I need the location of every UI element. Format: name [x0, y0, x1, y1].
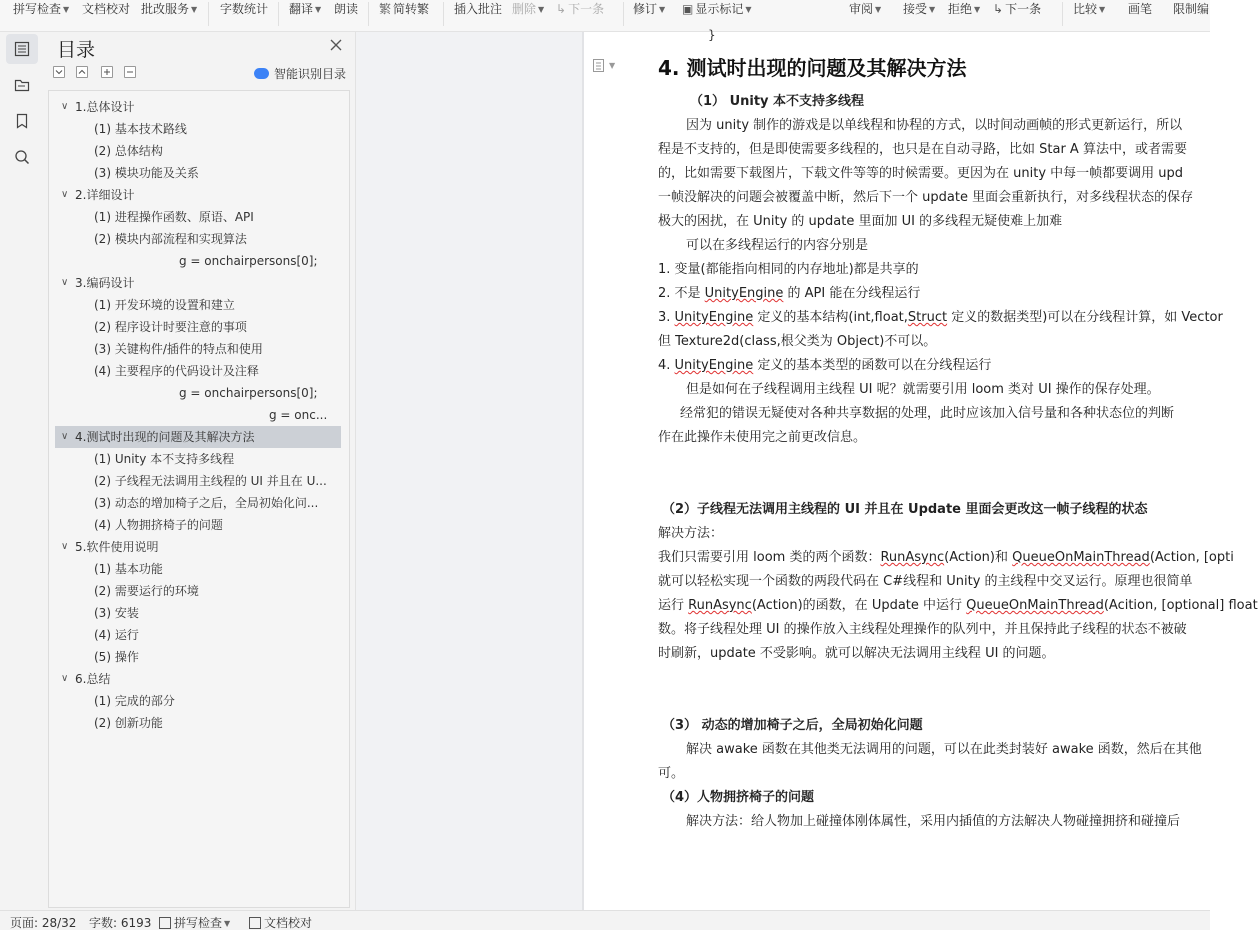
insert-comment-button[interactable] [454, 0, 502, 18]
toc-list-icon [13, 40, 31, 58]
word-count-indicator[interactable]: 字数: 6193 [89, 916, 152, 930]
review-button[interactable]: 审阅 ▼ [849, 2, 882, 16]
read-aloud-button[interactable] [334, 0, 358, 18]
toc-item[interactable]: (3) 安装 [94, 606, 139, 620]
next-change-button[interactable] [993, 0, 1041, 18]
proof-status-label: 文档校对 [264, 916, 313, 930]
toc-item[interactable]: (2) 创新功能 [94, 716, 163, 730]
compare-button[interactable]: 比较 ▼ [1073, 2, 1106, 16]
search-icon [13, 148, 31, 166]
chevron-down-icon [55, 68, 63, 76]
trad-simp-icon: 繁 [379, 2, 392, 16]
chevron-down-icon[interactable]: ∨ [61, 101, 69, 112]
toc-list [48, 90, 350, 908]
toc-item[interactable]: (4) 运行 [94, 628, 139, 642]
smart-toc-label: 智能识别目录 [274, 67, 347, 81]
next-comment-button[interactable] [556, 0, 604, 18]
toc-item-selected[interactable] [55, 426, 341, 448]
toc-item[interactable]: g = onc... [269, 408, 328, 422]
toc-item[interactable] [55, 96, 341, 118]
toc-item[interactable]: (1) 开发环境的设置和建立 [94, 298, 235, 312]
bookmark-icon [13, 112, 31, 130]
add-heading-button[interactable] [101, 66, 113, 78]
toc-item-label: 1.总体设计 [75, 100, 135, 114]
paragraph-line: 运行 RunAsync(Action)的函数，在 Update 中运行 QueueOnMainThread(Acition, [optional] float [658, 598, 1258, 613]
list-item: 4. UnityEngine 定义的基本类型的函数可以在分线程运行 [658, 358, 992, 373]
subsection-title: （2）子线程无法调用主线程的 UI 并且在 Update 里面会更改这一帧子线程的状态 [662, 502, 1148, 517]
toc-item[interactable] [55, 272, 341, 294]
toc-rail-button[interactable] [6, 34, 38, 64]
toc-item[interactable] [55, 184, 341, 206]
search-rail-button[interactable] [6, 142, 38, 172]
toc-item[interactable]: (1) 完成的部分 [94, 694, 175, 708]
accept-button[interactable]: 接受 ▼ [903, 2, 936, 16]
next-change-icon: ↳ [993, 2, 1004, 16]
paragraph-line: 解决方法：给人物加上碰撞体刚体属性，采用内插值的方法解决人物碰撞拥挤和碰撞后 [686, 814, 1181, 829]
spell-check-label: 拼写检查 [13, 2, 62, 16]
reject-button[interactable]: 拒绝 ▼ [948, 2, 981, 16]
toc-item-label: 4.测试时出现的问题及其解决方法 [75, 430, 255, 444]
toc-item[interactable]: (1) 基本技术路线 [94, 122, 187, 136]
bookmark-rail-button[interactable] [6, 106, 38, 136]
reject-label: 拒绝 [948, 2, 973, 16]
toc-item-label: 5.软件使用说明 [75, 540, 159, 554]
paragraph-line: 解决 awake 函数在其他类无法调用的问题，可以在此类封装好 awake 函数，然后在其他 [686, 742, 1202, 757]
show-markup-icon: ▣ [682, 2, 694, 16]
toc-item[interactable]: (1) 基本功能 [94, 562, 163, 576]
expand-all-button[interactable] [53, 66, 65, 78]
brush-button[interactable] [1128, 0, 1152, 18]
toc-item[interactable]: (4) 主要程序的代码设计及注释 [94, 364, 259, 378]
translate-label: 翻译 [289, 2, 314, 16]
list-item: 1. 变量(都能指向相同的内存地址)都是共享的 [658, 262, 919, 277]
toc-item[interactable]: (5) 操作 [94, 650, 139, 664]
toc-item-label: 6.总结 [75, 672, 111, 686]
chapter-rail-button[interactable] [6, 70, 38, 100]
doc-proof-button[interactable] [82, 0, 130, 18]
toc-title: 目录 [57, 39, 96, 61]
revise-button[interactable]: 修订 ▼ [633, 2, 666, 16]
doc-proof-label: 文档校对 [82, 2, 131, 16]
list-item-continued: 但 Texture2d(class,根父类为 Object)不可以。 [658, 334, 937, 349]
toc-item[interactable] [55, 536, 341, 558]
list-item: 3. UnityEngine 定义的基本结构(int,float,Struct 定义的数据类型)可以在分线程计算，如 Vector [658, 310, 1223, 325]
toc-item[interactable]: (1) Unity 本不支持多线程 [94, 452, 235, 466]
trad-simp-label: 简转繁 [393, 2, 430, 16]
accept-label: 接受 [903, 2, 928, 16]
toc-item-label: 2.详细设计 [75, 188, 135, 202]
toc-item[interactable]: (2) 子线程无法调用主线程的 UI 并且在 U... [94, 474, 327, 488]
toc-item[interactable]: g = onchairpersons[0]; [179, 254, 318, 268]
toc-item[interactable]: (1) 进程操作函数、原语、API [94, 210, 254, 224]
show-markup-label: 显示标记 [695, 2, 744, 16]
word-count-button[interactable] [220, 0, 268, 18]
batch-service-button[interactable]: 批改服务 ▼ [141, 2, 198, 16]
paragraph-line: 就可以轻松实现一个函数的两段代码在 C#线程和 Unity 的主线程中交叉运行。原理也很简单 [658, 574, 1193, 589]
revise-label: 修订 [633, 2, 658, 16]
spell-status-label: 拼写检查 [174, 916, 223, 930]
chevron-down-icon[interactable]: ∨ [61, 541, 69, 552]
spell-check-button[interactable]: 拼写检查 ▼ [13, 2, 70, 16]
checkbox-icon [159, 917, 171, 929]
toc-panel [44, 32, 356, 910]
toc-item[interactable]: (2) 程序设计时要注意的事项 [94, 320, 247, 334]
brush-label: 画笔 [1128, 2, 1153, 16]
chapter-icon [13, 76, 31, 94]
paragraph-line: 可以在多线程运行的内容分别是 [686, 238, 869, 253]
subsection-title: （1） Unity 本不支持多线程 [690, 94, 865, 109]
trad-simp-button[interactable] [379, 0, 429, 18]
translate-button[interactable]: 翻译 ▼ [289, 2, 322, 16]
spell-check-status[interactable]: 拼写检查 ▼ [159, 914, 230, 931]
toc-item[interactable]: (3) 关键构件/插件的特点和使用 [94, 342, 263, 356]
chevron-down-icon[interactable]: ∨ [61, 673, 69, 684]
document-page[interactable] [584, 28, 1258, 910]
delete-comment-button[interactable]: 删除 ▼ [512, 2, 545, 16]
paragraph-line: 经常犯的错误无疑使对各种共享数据的处理，此时应该加入信号量和各种状态位的判断 [680, 406, 1175, 421]
read-aloud-label: 朗读 [334, 2, 359, 16]
paragraph-line: 我们只需要引用 loom 类的两个函数：RunAsync(Action)和 QueueOnMainThread(Action, [opti [658, 550, 1234, 565]
next-comment-icon: ↳ [556, 2, 567, 16]
paragraph-line: 极大的困扰，在 Unity 的 update 里面加 UI 的多线程无疑使难上加难 [658, 214, 1063, 229]
status-bar [0, 910, 1210, 930]
paragraph-line: 但是如何在子线程调用主线程 UI 呢？就需要引用 loom 类对 UI 操作的保存处理。 [686, 382, 1160, 397]
subsection-title: （4）人物拥挤椅子的问题 [662, 790, 815, 805]
close-icon[interactable] [328, 37, 344, 53]
paragraph-line: 时刷新，update 不受影响。就可以解决无法调用主线程 UI 的问题。 [658, 646, 1055, 661]
smart-ai-icon [254, 68, 269, 79]
review-toolbar [0, 0, 1210, 32]
paragraph-line: 数。将子线程处理 UI 的操作放入主线程处理操作的队列中，并且保持此子线程的状态不被破 [658, 622, 1187, 637]
toc-item[interactable]: (2) 总体结构 [94, 144, 163, 158]
toc-item-label: 3.编码设计 [75, 276, 135, 290]
word-count-label: 字数统计 [220, 2, 269, 16]
next-comment-label: 下一条 [568, 2, 605, 16]
toc-item[interactable]: (4) 人物拥挤椅子的问题 [94, 518, 223, 532]
insert-comment-label: 插入批注 [454, 2, 503, 16]
paragraph-line: 解决方法： [658, 526, 724, 541]
toc-item[interactable]: (3) 动态的增加椅子之后，全局初始化问... [94, 496, 319, 510]
paragraph-line: 一帧没解决的问题会被覆盖中断，然后下一个 update 里面会重新执行，对多线程状态的保存 [658, 190, 1194, 205]
page-gutter [356, 32, 584, 910]
plus-icon [103, 68, 111, 76]
chevron-up-icon [78, 68, 86, 76]
restrict-edit-button[interactable] [1173, 0, 1209, 18]
restrict-edit-label: 限制编 [1173, 2, 1210, 16]
chevron-down-icon[interactable]: ∨ [61, 431, 69, 442]
section-heading: 4. 测试时出现的问题及其解决方法 [658, 56, 967, 80]
minus-icon [126, 68, 134, 76]
subsection-title: （3） 动态的增加椅子之后，全局初始化问题 [662, 718, 923, 733]
navigation-rail [0, 32, 44, 910]
review-label: 审阅 [849, 2, 874, 16]
doc-proof-status[interactable] [249, 914, 312, 931]
delete-comment-label: 删除 [512, 2, 537, 16]
next-change-label: 下一条 [1005, 2, 1042, 16]
page-indicator[interactable]: 页面: 28/32 [10, 916, 77, 930]
toc-item[interactable] [55, 668, 341, 690]
remove-heading-button[interactable] [124, 66, 136, 78]
batch-service-label: 批改服务 [141, 2, 190, 16]
show-markup-button[interactable]: ▣ 显示标记 ▼ [682, 2, 752, 16]
compare-label: 比较 [1073, 2, 1098, 16]
paragraph-line: 作在此操作未使用完之前更改信息。 [658, 430, 867, 445]
list-item: 2. 不是 UnityEngine 的 API 能在分线程运行 [658, 286, 921, 301]
toc-item[interactable]: (3) 模块功能及关系 [94, 166, 199, 180]
toc-item[interactable]: (2) 需要运行的环境 [94, 584, 199, 598]
paragraph-line: 的，比如需要下载图片，下载文件等等的时候需要。更因为在 unity 中每一帧都要调用 upd [658, 166, 1184, 181]
collapse-all-button[interactable] [76, 66, 88, 78]
x-box-icon [249, 917, 261, 929]
code-brace: } [708, 28, 716, 42]
paragraph-format-icon[interactable]: ▼ [592, 58, 618, 72]
toc-item[interactable]: g = onchairpersons[0]; [179, 386, 318, 400]
paragraph-line: 程是不支持的，但是即使需要多线程的，也只是在自动寻路，比如 Star A 算法中，或者需要 [658, 142, 1187, 157]
paragraph-line: 因为 unity 制作的游戏是以单线程和协程的方式，以时间动画帧的形式更新运行，所以 [686, 118, 1183, 133]
smart-toc-button[interactable] [254, 65, 346, 82]
chevron-down-icon[interactable]: ∨ [61, 189, 69, 200]
toc-item[interactable]: (2) 模块内部流程和实现算法 [94, 232, 247, 246]
paragraph-line: 可。 [658, 766, 685, 781]
chevron-down-icon[interactable]: ∨ [61, 277, 69, 288]
